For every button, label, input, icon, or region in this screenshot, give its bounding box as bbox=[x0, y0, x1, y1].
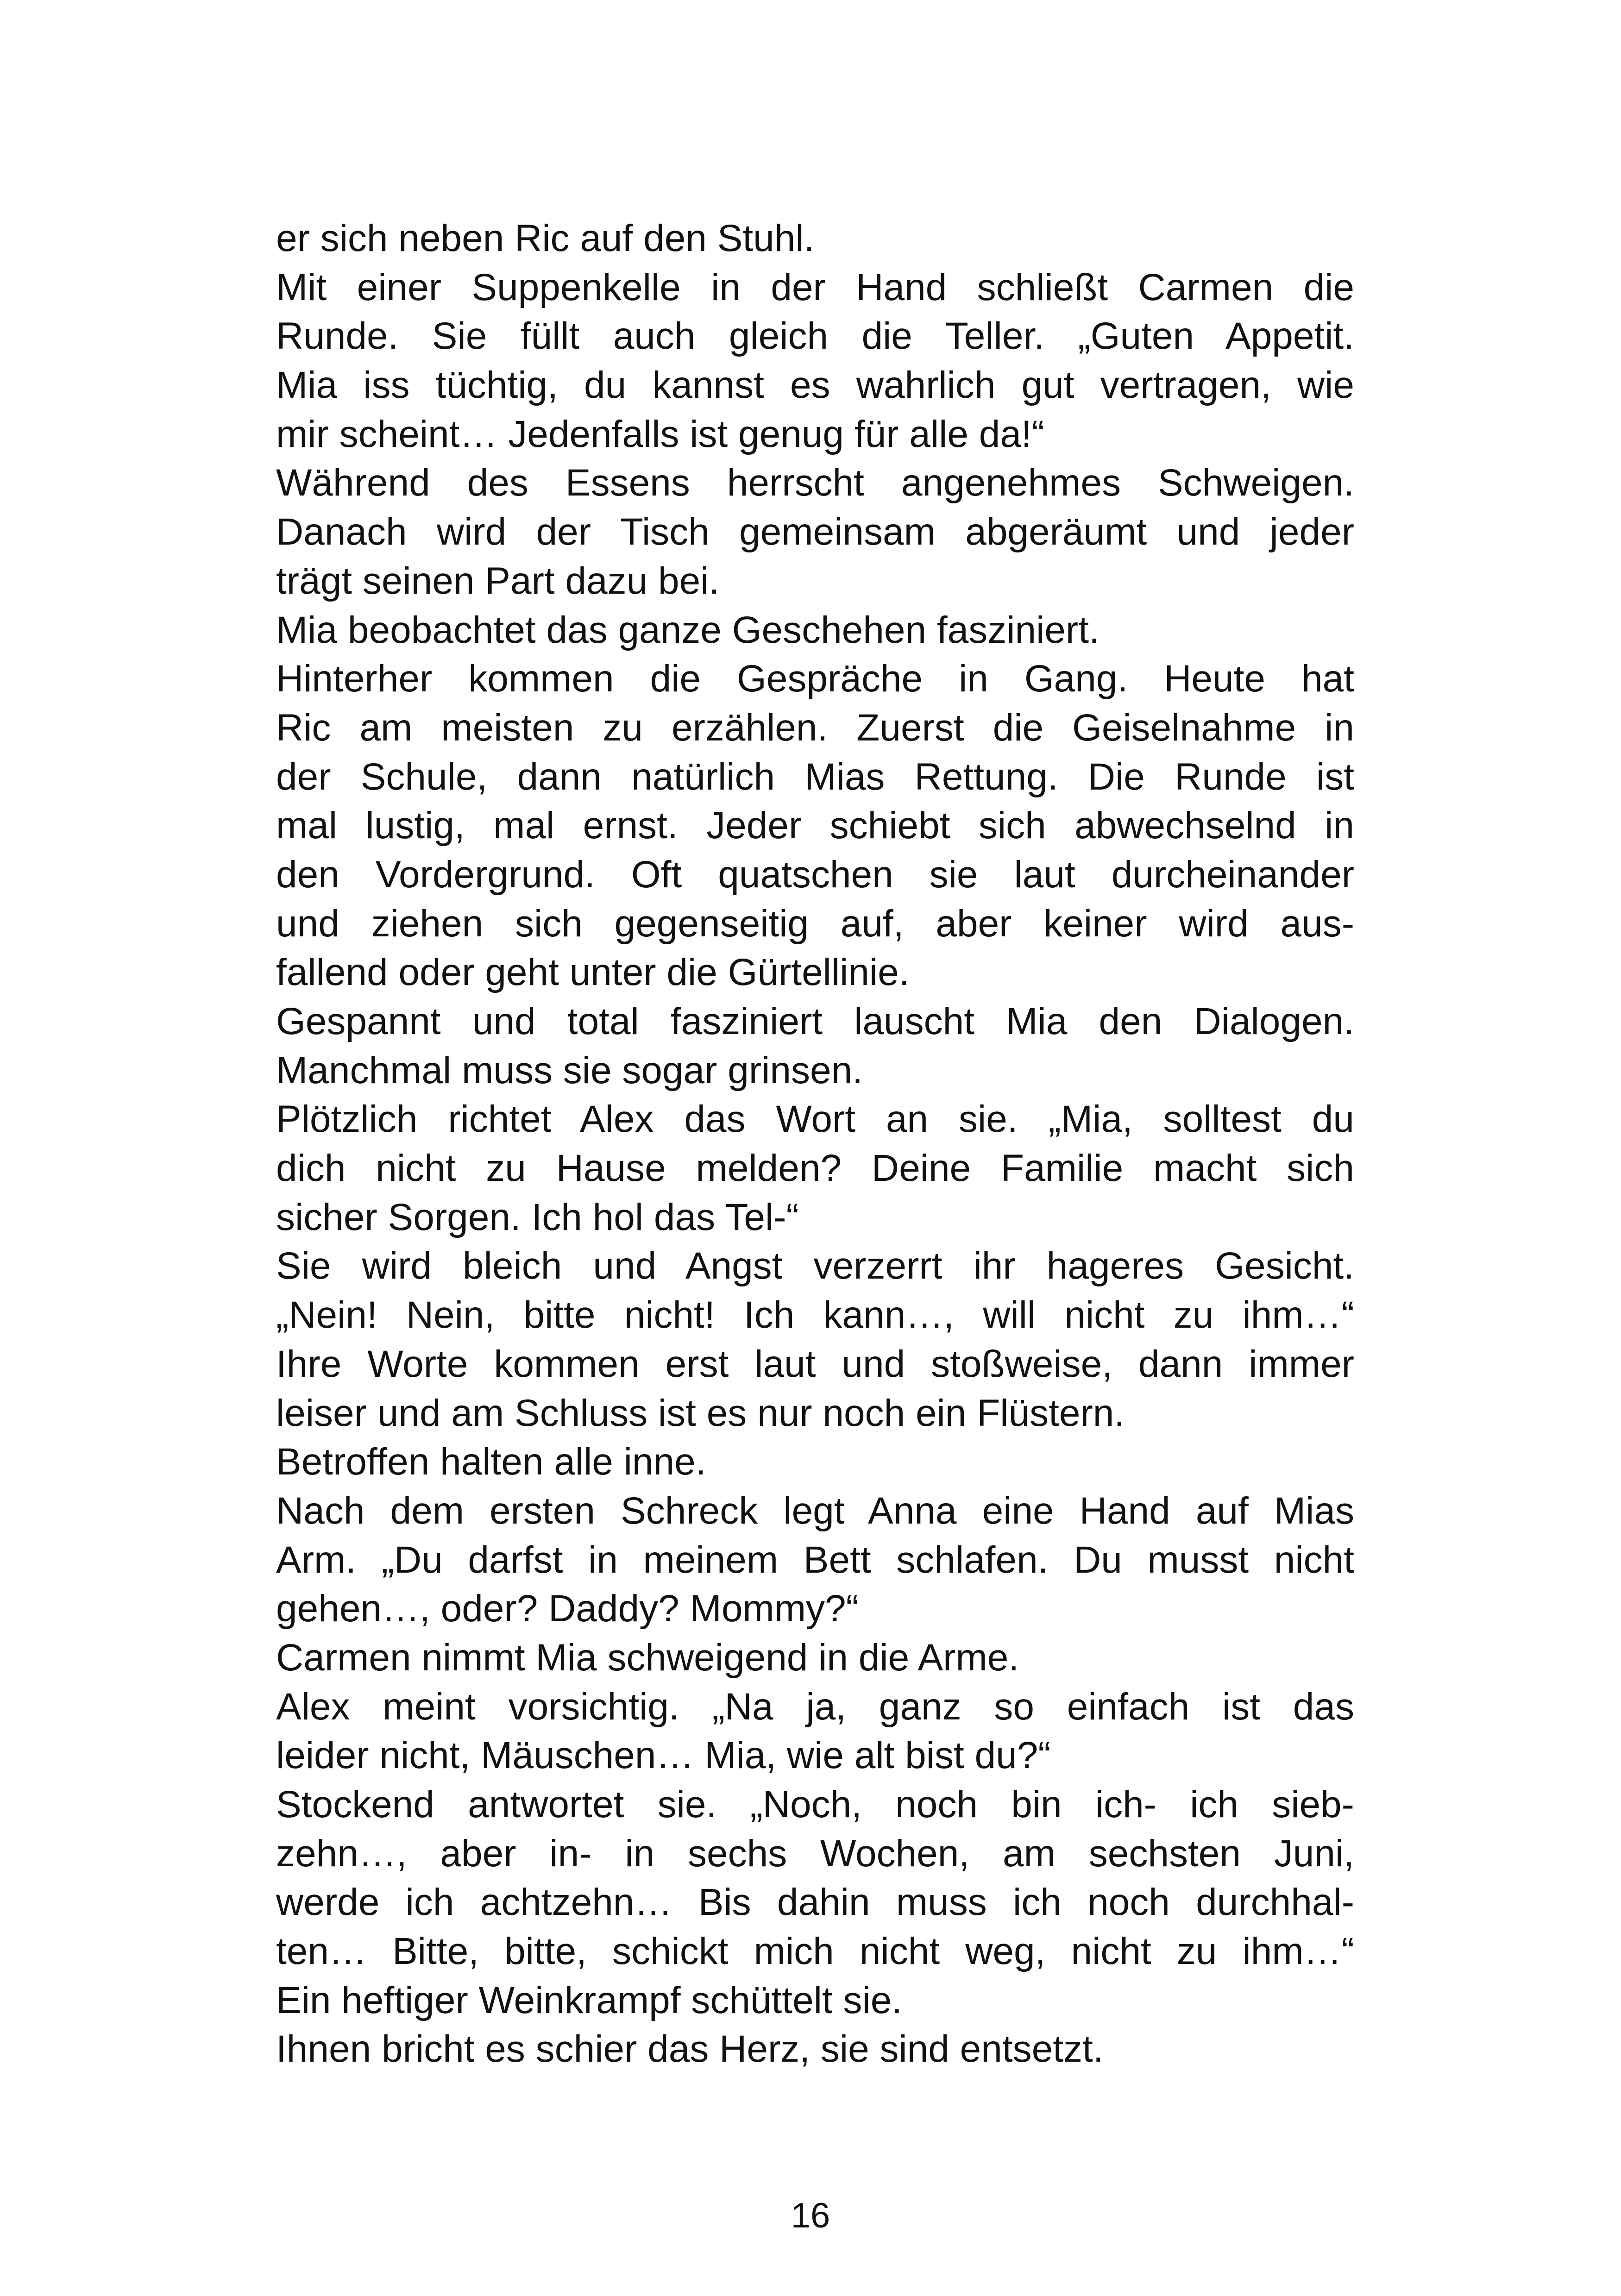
text-line: der Schule, dann natürlich Mias Rettung. Die Runde ist bbox=[276, 755, 1354, 798]
text-line: dich nicht zu Hause melden? Deine Familie macht sich bbox=[276, 1147, 1354, 1190]
text-line: leider nicht, Mäuschen… Mia, wie alt bist du?“ bbox=[276, 1734, 1051, 1777]
text-line: den Vordergrund. Oft quatschen sie laut durcheinander bbox=[276, 853, 1354, 896]
text-line: Gespannt und total fasziniert lauscht Mia den Dialogen. bbox=[276, 1000, 1354, 1042]
text-line: leiser und am Schluss ist es nur noch ein Flüstern. bbox=[276, 1392, 1125, 1434]
text-line: Arm. „Du darfst in meinem Bett schlafen. Du musst nicht bbox=[276, 1538, 1354, 1581]
text-line: Plötzlich richtet Alex das Wort an sie. „Mia, solltest du bbox=[276, 1098, 1354, 1141]
text-line: Stockend antwortet sie. „Noch, noch bin ich- ich sieb- bbox=[276, 1783, 1354, 1826]
body-text bbox=[276, 214, 1354, 2074]
text-line: Ein heftiger Weinkrampf schüttelt sie. bbox=[276, 1979, 903, 2021]
text-line: Nach dem ersten Schreck legt Anna eine Hand auf Mias bbox=[276, 1489, 1354, 1532]
text-line: werde ich achtzehn… Bis dahin muss ich noch durchhal- bbox=[276, 1881, 1354, 1924]
text-line: Hinterher kommen die Gespräche in Gang. Heute hat bbox=[276, 658, 1354, 700]
text-line: Ihre Worte kommen erst laut und stoßweise, dann immer bbox=[276, 1342, 1354, 1385]
text-line: Während des Essens herrscht angenehmes Schweigen. bbox=[276, 462, 1354, 504]
text-line: Danach wird der Tisch gemeinsam abgeräumt und jeder bbox=[276, 511, 1354, 553]
text-line: fallend oder geht unter die Gürtellinie. bbox=[276, 951, 910, 994]
text-line: mal lustig, mal ernst. Jeder schiebt sich abwechselnd in bbox=[276, 804, 1354, 847]
page-number: 16 bbox=[791, 2196, 830, 2235]
text-line: Manchmal muss sie sogar grinsen. bbox=[276, 1049, 863, 1092]
text-line: Mia beobachtet das ganze Geschehen fasziniert. bbox=[276, 609, 1100, 651]
text-line: Mit einer Suppenkelle in der Hand schließt Carmen die bbox=[276, 266, 1354, 308]
text-line: Ric am meisten zu erzählen. Zuerst die Geiselnahme in bbox=[276, 706, 1354, 749]
text-line: Alex meint vorsichtig. „Na ja, ganz so einfach ist das bbox=[276, 1685, 1354, 1728]
text-line: gehen…, oder? Daddy? Mommy?“ bbox=[276, 1587, 859, 1630]
text-line: er sich neben Ric auf den Stuhl. bbox=[276, 217, 815, 259]
text-line: Carmen nimmt Mia schweigend in die Arme. bbox=[276, 1636, 1019, 1679]
text-line: „Nein! Nein, bitte nicht! Ich kann…, will nicht zu ihm…“ bbox=[276, 1294, 1354, 1336]
text-line: Runde. Sie füllt auch gleich die Teller. „Guten Appetit. bbox=[276, 315, 1354, 358]
text-line: trägt seinen Part dazu bei. bbox=[276, 559, 720, 602]
text-line: und ziehen sich gegenseitig auf, aber keiner wird aus- bbox=[276, 902, 1354, 945]
text-line: ten… Bitte, bitte, schickt mich nicht weg, nicht zu ihm…“ bbox=[276, 1930, 1354, 1973]
text-line: Mia iss tüchtig, du kannst es wahrlich gut vertragen, wie bbox=[276, 364, 1354, 407]
text-line: zehn…, aber in- in sechs Wochen, am sechsten Juni, bbox=[276, 1832, 1354, 1875]
text-line: mir scheint… Jedenfalls ist genug für alle da!“ bbox=[276, 413, 1045, 455]
text-line: Sie wird bleich und Angst verzerrt ihr hageres Gesicht. bbox=[276, 1245, 1354, 1287]
text-line: sicher Sorgen. Ich hol das Tel-“ bbox=[276, 1196, 799, 1238]
text-line: Ihnen bricht es schier das Herz, sie sind entsetzt. bbox=[276, 2028, 1104, 2070]
text-line: Betroffen halten alle inne. bbox=[276, 1441, 706, 1483]
